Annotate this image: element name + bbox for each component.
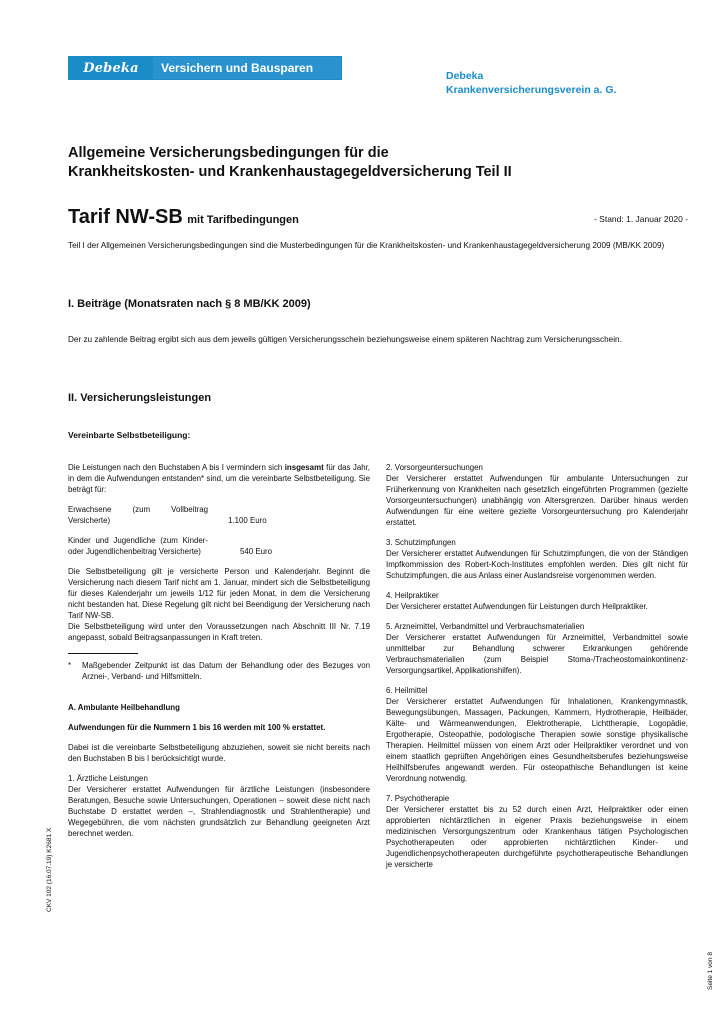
table-row <box>68 535 370 557</box>
item-5-heading: 5. Arzneimittel, Verbandmittel und Verbrauchsmaterialien <box>386 622 585 631</box>
row-label-adults: Erwachsene (zum Vollbeitrag Versicherte) <box>68 505 208 525</box>
section-1-heading: I. Beiträge (Monatsraten nach § 8 MB/KK 2009) <box>68 298 311 310</box>
row-value-children: 540 Euro <box>240 547 273 556</box>
selbst-paragraph <box>68 462 370 495</box>
section-a-heading: A. Ambulante Heilbehandlung <box>68 703 180 712</box>
page-number: Seite 1 von 8 <box>707 952 714 990</box>
row-value-adults: 1.100 Euro <box>228 516 267 525</box>
item-3-text: Der Versicherer erstattet Aufwendungen für Schutzimpfungen, die von der Ständigen Impfkommission des Robert-Koch-Institutes empfohlen werden. Dies gilt nicht für Schutzimpfungen, die aus Anlass einer Auslandsreise vorgenommen werden. <box>386 549 688 580</box>
title-line-1: Allgemeine Versicherungsbedingungen für die <box>68 145 389 161</box>
tarif-name: Tarif NW-SB <box>68 206 183 228</box>
item-7-text: Der Versicherer erstattet bis zu 52 durch einen Arzt, Heilpraktiker oder einen approbierten nichtärztlichen in eigener Praxis beziehungsweise in einem medizinischen Versorgungszentrum oder Krankenhaus tätigen Psychologischen Psychotherapeuten oder approbierten nichtärztlichen Kinder- und Jugendlichenpsychotherapeuten durchgeführte psychotherapeutische Behandlungen je versicherte <box>386 805 688 869</box>
section-1-text: Der zu zahlende Beitrag ergibt sich aus dem jeweils gültigen Versicherungsschein beziehungsweise einem späteren Nachtrag zum Versicherungsschein. <box>68 335 622 344</box>
section-2-heading: II. Versicherungsleistungen <box>68 392 212 404</box>
selbst-rule-text: Die Selbstbeteiligung gilt je versicherte Person und Kalenderjahr. Beginnt die Versicherung nach diesem Tarif nicht am 1. Januar, mindert sich die Selbstbeteiligung für dieses Kalenderjahr um jeweils 1/12 für jeden Monat, in dem die Versicherung nicht bestanden hat. Diese Regelung gilt nicht bei Beendigung der Versicherung nach Tarif NW-SB. <box>68 567 370 620</box>
right-column <box>386 462 688 879</box>
intro-text: Teil I der Allgemeinen Versicherungsbedingungen sind die Musterbedingungen für die Krankheitskosten- und Krankenhaustagegeldversicherung 2009 (MB/KK 2009) <box>68 241 665 250</box>
form-code: CKV 102 (16.07.19) K2681 X <box>46 827 53 912</box>
footnote-mark: * <box>68 661 72 670</box>
item-1-text: Der Versicherer erstattet Aufwendungen für ärztliche Leistungen (insbesondere Beratungen, Besuche sowie Untersuchungen, Operationen – soweit diese nicht nach Buchstabe D erstattet werden –, Strahlendiagnostik und Strahlentherapie) und Wegegebühren, die vom nächsten grundsätzlich zur Behandlung geeigneten Arzt berechnet werden. <box>68 785 370 838</box>
tarif-heading <box>68 206 688 234</box>
stand-date: - Stand: 1. Januar 2020 - <box>593 214 688 224</box>
title-line-2: Krankheitskosten- und Krankenhaustagegeldversicherung Teil II <box>68 164 512 180</box>
footnote-divider <box>68 653 138 654</box>
item-4-heading: 4. Heilpraktiker <box>386 591 439 600</box>
logo-mark: Debeka <box>69 57 153 79</box>
item-5-text: Der Versicherer erstattet Aufwendungen für Arzneimittel, Verbandmittel sowie unmittelbar zur Behandlung schwerer Erkrankungen gehörende Verbrauchsmaterialien (zum Beispiel Stoma-/Tracheostomainkontinenz-Versorgungsartikel, Applikationshilfen). <box>386 633 688 675</box>
company-line-2: Krankenversicherungsverein a. G. <box>446 84 617 96</box>
item-3-heading: 3. Schutzimpfungen <box>386 538 456 547</box>
section-a-text: Dabei ist die vereinbarte Selbstbeteiligung abzuziehen, soweit sie nicht bereits nach den Buchstaben B bis I berücksichtigt wurde. <box>68 743 370 763</box>
item-6-text: Der Versicherer erstattet Aufwendungen für Inhalationen, Krankengymnastik, Bewegungsübungen, Massagen, Packungen, Kammern, Hydrotherapie, Heilbäder, Kälte- und Wärmeanwendungen, Elektrotherapie, Lichttherapie, Logopädie, Ergotherapie, Osteopathie, podologische Therapien sowie sonstige physikalische Therapien. Heilmittel müssen von einem Arzt oder Heilpraktiker verordnet und von einem staatlich geprüften Angehörigen eines Gesundheitsberufes beziehungsweise Heilhilfsberufes angewandt werden. Für osteopathische Behandlungen ist keine Verordnung notwendig. <box>386 697 688 783</box>
item-2-heading: 2. Vorsorgeuntersuchungen <box>386 463 483 472</box>
selbst-adjust-text: Die Selbstbeteiligung wird unter den Voraussetzungen nach Abschnitt III Nr. 7.19 angepasst, sobald Beitragsanpassungen in Kraft treten. <box>68 622 370 642</box>
section-a-bold: Aufwendungen für die Nummern 1 bis 16 werden mit 100 % erstattet. <box>68 723 326 732</box>
item-6-heading: 6. Heilmittel <box>386 686 428 695</box>
item-4-text: Der Versicherer erstattet Aufwendungen für Leistungen durch Heilpraktiker. <box>386 602 648 611</box>
item-2-text: Der Versicherer erstattet Aufwendungen für ambulante Untersuchungen zur Früherkennung von Krankheiten nach gesetzlich eingeführten Programmen (gezielte Vorsorgeuntersuchungen) unabhängig von Altersgrenzen. Darüber hinaus werden Aufwendungen für eine weitere gezielte Vorsorgeuntersuchung pro Kalenderjahr erstattet. <box>386 474 688 527</box>
selbstbeteiligung-heading: Vereinbarte Selbstbeteiligung: <box>68 430 191 440</box>
document-title <box>68 144 668 182</box>
table-row <box>68 504 370 526</box>
tarif-subtitle: mit Tarifbedingungen <box>187 214 299 226</box>
logo-slogan: Versichern und Bausparen <box>153 57 341 79</box>
debeka-logo <box>68 56 342 80</box>
selbst-text-bold: insgesamt <box>284 463 324 472</box>
footnote <box>68 660 370 682</box>
left-column <box>68 462 370 848</box>
footnote-text: Maßgebender Zeitpunkt ist das Datum der Behandlung oder des Bezuges von Arznei-, Verband- und Hilfsmitteln. <box>82 661 370 681</box>
company-line-1: Debeka <box>446 70 484 82</box>
item-7-heading: 7. Psychotherapie <box>386 794 450 803</box>
item-1-heading: 1. Ärztliche Leistungen <box>68 774 148 783</box>
company-name <box>446 69 616 97</box>
selbst-text-c: für das Jahr, in dem die Aufwendungen entstanden* sind, um die vereinbarte Selbstbeteiligung. Sie beträgt für: <box>68 463 370 494</box>
selbst-text-a: Die Leistungen nach den Buchstaben A bis I vermindern sich <box>68 463 285 472</box>
row-label-children: Kinder und Jugendliche (zum Kinder- oder Jugendlichenbeitrag Versicherte) <box>68 536 208 556</box>
